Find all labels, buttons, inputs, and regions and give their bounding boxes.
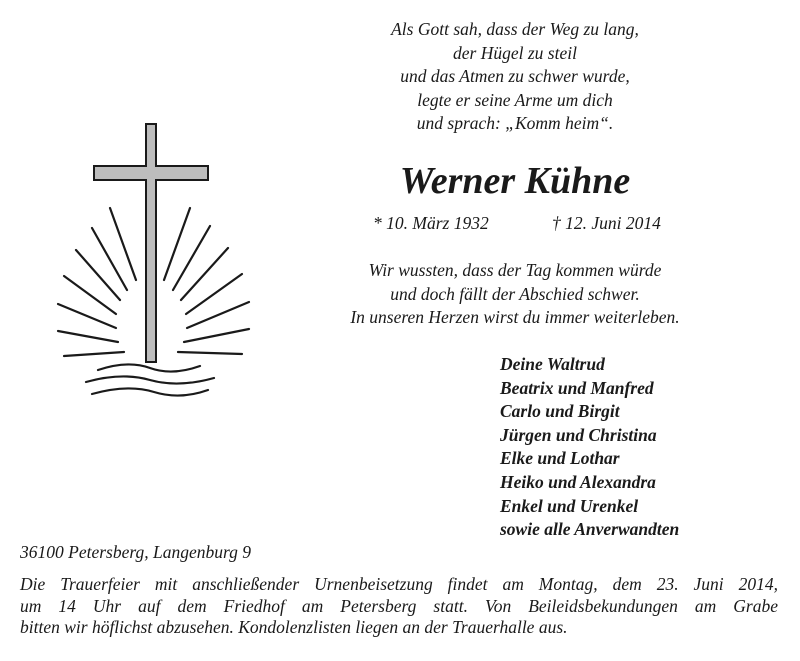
poem-line: der Hügel zu steil xyxy=(453,42,577,63)
quote xyxy=(300,259,730,330)
family-member: Heiko und Alexandra xyxy=(500,471,656,492)
address: 36100 Petersberg, Langenburg 9 xyxy=(20,542,252,562)
notice-line: bitten wir höflichst abzusehen. Kondolenzlisten liegen an der Trauerhalle aus. xyxy=(20,617,568,637)
quote-line: Wir wussten, dass der Tag kommen würde xyxy=(368,260,662,280)
notice-line: um 14 Uhr auf dem Friedhof am Petersberg statt. Von Beileidsbekundungen am Grabe xyxy=(20,595,778,616)
death-date: † 12. Juni 2014 xyxy=(552,213,661,233)
family-member: Beatrix und Manfred xyxy=(500,377,654,398)
family-list xyxy=(500,353,679,542)
cross-sun-water-icon xyxy=(50,118,260,408)
poem xyxy=(300,18,730,136)
quote-line: In unseren Herzen wirst du immer weiterleben. xyxy=(350,307,680,327)
family-member: Deine Waltrud xyxy=(500,354,605,374)
funeral-notice xyxy=(20,574,778,639)
poem-line: und sprach: „Komm heim“. xyxy=(416,113,614,133)
family-member: Carlo und Birgit xyxy=(500,401,620,422)
deceased-name: Werner Kühne xyxy=(399,160,631,202)
notice-line: Die Trauerfeier mit anschließender Urnenbeisetzung findet am Montag, dem 23. Juni 2014, xyxy=(20,574,778,594)
family-member: Elke und Lothar xyxy=(500,448,620,469)
poem-line: Als Gott sah, dass der Weg zu lang, xyxy=(391,19,639,39)
poem-line: legte er seine Arme um dich xyxy=(417,89,613,110)
family-member: Enkel und Urenkel xyxy=(500,495,639,516)
family-member: Jürgen und Christina xyxy=(500,424,657,445)
quote-line: und doch fällt der Abschied schwer. xyxy=(390,283,640,304)
birth-date: * 10. März 1932 xyxy=(373,213,489,233)
family-member: sowie alle Anverwandten xyxy=(500,519,680,540)
poem-line: und das Atmen zu schwer wurde, xyxy=(400,66,630,86)
